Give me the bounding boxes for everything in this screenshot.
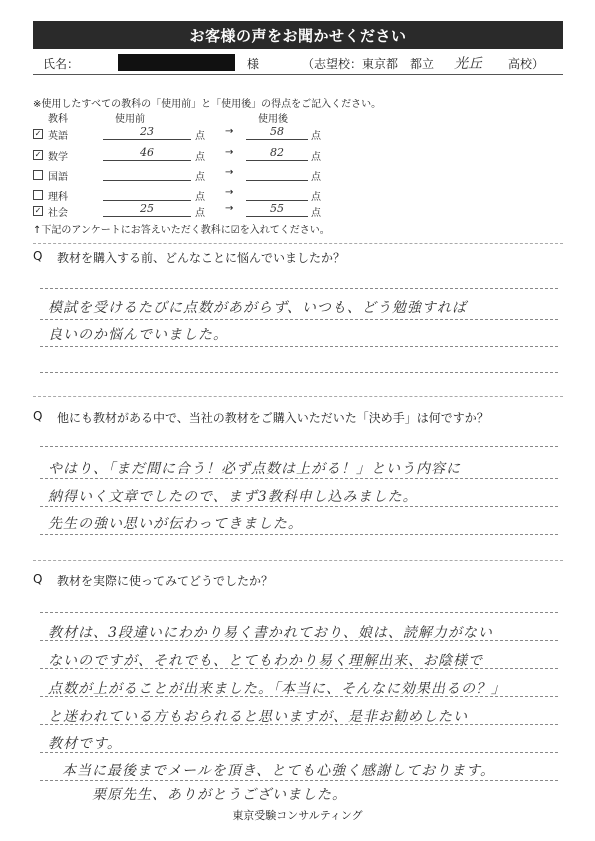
score-instruction: ※使用したすべての教科の「使用前」と「使用後」の得点をご記入ください。 [33,99,382,110]
question-mark: Q [33,409,43,423]
score-before [103,166,191,181]
question-text: 教材を実際に使ってみてどうでしたか？ [57,574,274,588]
subject-checkbox[interactable]: ✓ [34,206,42,215]
score-before: 25 [103,202,191,217]
score-after: 55 [246,202,308,217]
arrow-icon: → [225,203,234,214]
unit-label: 点 [311,192,321,203]
question-mark: Q [33,572,43,586]
score-before: 23 [103,125,191,140]
answer-line [40,478,558,479]
redacted-name [118,54,235,71]
honorific: 様 [247,57,260,71]
unit-label: 点 [195,208,205,219]
answer-text: 教材は、3段違いにわかり易く書かれており、娘は、読解力がない [48,625,493,641]
answer-text: 模試を受けるたびに点数があがらず、いつも、どう勉強すれば [48,300,467,316]
answer-line [40,288,558,289]
answer-text: 本当に最後までメールを頂き、とても心強く感謝しております。 [62,763,496,779]
answer-text: ないのですが、それでも、とてもわかり易く理解出来、お陰様で [48,653,483,669]
target-school [302,55,545,72]
section-divider [33,560,563,561]
subject-checkbox[interactable]: ✓ [34,150,42,159]
form-title: お客様の声をお聞かせください [33,21,563,49]
section-divider [33,243,563,244]
school-suffix: 高校） [508,57,545,71]
school-name: 光丘 [454,56,482,72]
answer-text: 教材です。 [48,736,122,752]
subject-name: 英語 [48,131,68,142]
subject-row [33,202,321,220]
subject-name: 国語 [48,172,68,183]
unit-label: 点 [195,192,205,203]
answer-text: 栗原先生、ありがとうございました。 [92,787,347,803]
company-footer: 東京受験コンサルティング [232,809,363,822]
score-after [246,186,308,201]
after-header: 使用後 [258,114,288,125]
answer-text: 先生の強い思いが伝わってきました。 [48,516,303,532]
arrow-icon: → [225,167,234,178]
subject-row [33,166,321,184]
answer-line [40,506,558,507]
subject-checkbox[interactable] [33,170,43,180]
answer-line [40,612,558,613]
checkbox-note: ↑下記のアンケートにお答えいただく教科に☑を入れてください。 [33,225,330,236]
arrow-icon: → [225,187,234,198]
subject-name: 理科 [48,192,68,203]
unit-label: 点 [311,172,321,183]
school-prefix: （志望校：東京都 都立 [302,57,435,71]
score-after: 58 [246,125,308,140]
subject-row [33,125,321,143]
score-before: 46 [103,146,191,161]
name-label: 氏名： [43,57,80,71]
question-mark: Q [33,249,43,263]
score-after: 82 [246,146,308,161]
score-before [103,186,191,201]
question-text: 教材を購入する前、どんなことに悩んでいましたか？ [57,251,346,265]
subject-name: 社会 [48,208,68,219]
answer-line [40,780,558,781]
answer-line [40,446,558,447]
arrow-icon: → [225,147,234,158]
unit-label: 点 [311,208,321,219]
answer-text: 良いのか悩んでいました。 [48,327,228,343]
arrow-icon: → [225,126,234,137]
answer-text: やはり、「まだ間に合う！必ず点数は上がる！」という内容に [48,461,461,477]
answer-line [40,319,558,320]
score-after [246,166,308,181]
answer-text: 納得いく文章でしたので、まず3教科申し込みました。 [48,489,418,505]
subject-name: 数学 [48,152,68,163]
name-row [33,52,563,75]
answer-line [40,346,558,347]
question-text: 他にも教材がある中で、当社の教材をご購入いただいた「決め手」は何ですか？ [57,411,489,425]
unit-label: 点 [195,172,205,183]
subject-header: 教科 [48,114,68,125]
answer-line [40,372,558,373]
subject-row [33,146,321,164]
subject-checkbox[interactable]: ✓ [34,129,42,138]
subject-checkbox[interactable] [33,190,43,200]
answer-text: と迷われている方もおられると思いますが、是非お勧めしたい [48,709,468,725]
unit-label: 点 [195,131,205,142]
before-header: 使用前 [115,114,145,125]
unit-label: 点 [311,152,321,163]
answer-line [40,534,558,535]
unit-label: 点 [311,131,321,142]
section-divider [33,396,563,397]
answer-text: 点数が上がることが出来ました。「本当に、そんなに効果出るの？」 [48,681,506,697]
unit-label: 点 [195,152,205,163]
